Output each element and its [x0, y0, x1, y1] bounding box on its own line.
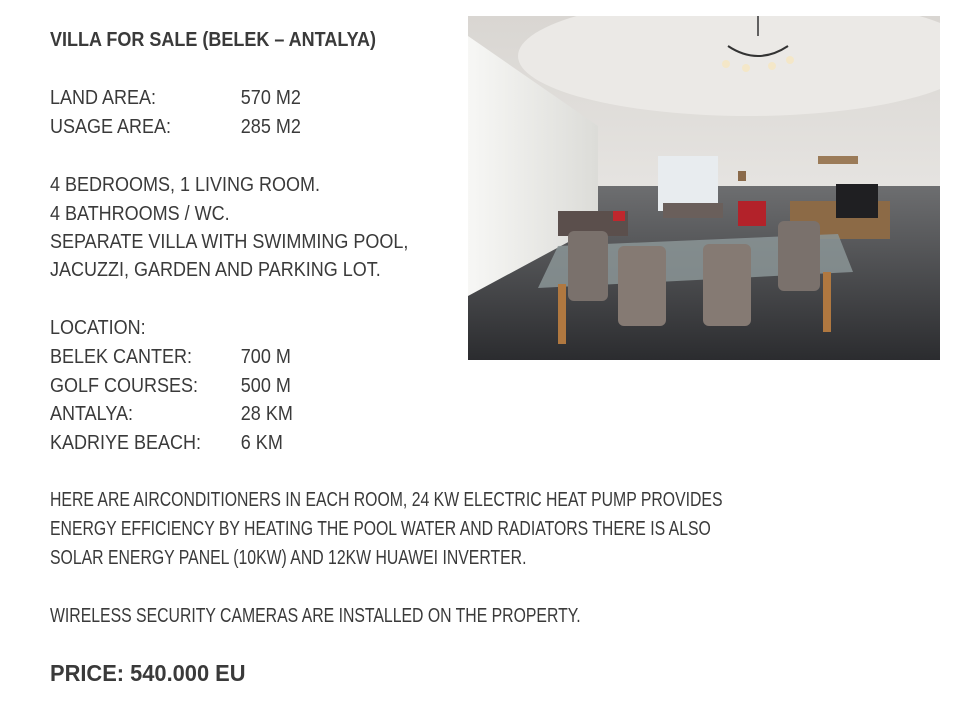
location-label: ANTALYA: [50, 403, 134, 425]
land-area-row [50, 86, 301, 110]
usage-area-row [50, 115, 301, 139]
location-value: 28 KM [240, 403, 293, 425]
feature-line: 4 BEDROOMS, 1 LIVING ROOM. [50, 174, 321, 196]
feature-line: SEPARATE VILLA WITH SWIMMING POOL, [50, 231, 409, 253]
location-row [50, 402, 293, 426]
page-title: VILLA FOR SALE (BELEK – ANTALYA) [50, 29, 377, 51]
land-area-value: 570 M2 [240, 87, 301, 109]
location-value: 500 M [240, 375, 291, 397]
security-note: WIRELESS SECURITY CAMERAS ARE INSTALLED ON THE PROPERTY. [50, 605, 581, 627]
description-line: SOLAR ENERGY PANEL (10KW) AND 12KW HUAWEI INVERTER. [50, 547, 527, 569]
land-area-label: LAND AREA: [50, 87, 157, 109]
location-label: KADRIYE BEACH: [50, 432, 202, 454]
description-line: ENERGY EFFICIENCY BY HEATING THE POOL WATER AND RADIATORS THERE IS ALSO [50, 518, 711, 540]
usage-area-value: 285 M2 [240, 116, 301, 138]
description-line: HERE ARE AIRCONDITIONERS IN EACH ROOM, 24 KW ELECTRIC HEAT PUMP PROVIDES [50, 489, 723, 511]
location-value: 700 M [240, 346, 291, 368]
feature-line: 4 BATHROOMS / WC. [50, 203, 230, 225]
villa-living-room-photo [468, 16, 940, 360]
price: PRICE: 540.000 EU [50, 660, 246, 686]
location-row [50, 431, 283, 455]
location-row [50, 374, 291, 398]
location-label: BELEK CANTER: [50, 346, 193, 368]
feature-line: JACUZZI, GARDEN AND PARKING LOT. [50, 259, 381, 281]
location-label: GOLF COURSES: [50, 375, 199, 397]
location-heading: LOCATION: [50, 317, 146, 339]
usage-area-label: USAGE AREA: [50, 116, 172, 138]
location-value: 6 KM [240, 432, 283, 454]
location-row [50, 345, 291, 369]
